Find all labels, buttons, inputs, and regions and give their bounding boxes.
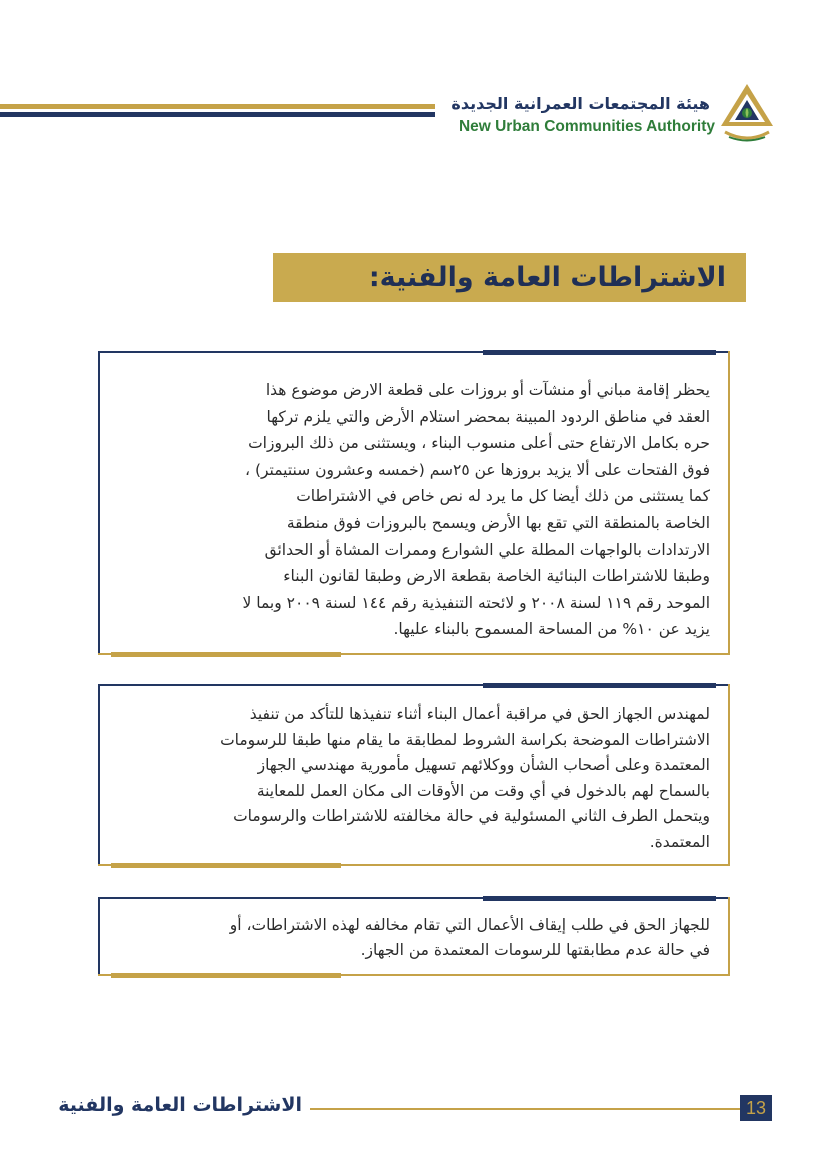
nuca-logo-icon [719, 82, 775, 144]
text-line: بالسماح لهم بالدخول في أي وقت من الأوقات الى مكان العمل للمعاينة [256, 781, 710, 800]
box-border-right [728, 897, 730, 976]
text-line: لمهندس الجهاز الحق في مراقبة أعمال البناء أثناء تنفيذها للتأكد من تنفيذ [249, 705, 710, 723]
clause-text [114, 377, 710, 643]
box-border-left [98, 684, 100, 866]
footer-rule [310, 1108, 740, 1110]
box-border-left [98, 351, 100, 655]
authority-name-arabic: هيئة المجتمعات العمرانية الجديدة [451, 94, 710, 113]
box-accent-top [483, 896, 716, 901]
text-line: يحظر إقامة مباني أو منشآت أو بروزات على قطعة الارض موضوع هذا [265, 381, 710, 399]
box-accent-top [483, 683, 716, 688]
clause-box-projections [98, 351, 730, 655]
box-accent-bottom [111, 652, 341, 657]
clause-box-stop-work [98, 897, 730, 976]
box-border-left [98, 897, 100, 976]
section-title: الاشتراطات العامة والفنية: [368, 262, 726, 293]
text-line: الموحد رقم ١١٩ لسنة ٢٠٠٨ و لائحته التنفيذية رقم ١٤٤ لسنة ٢٠٠٩ وبما لا [242, 593, 710, 612]
text-line: الخاصة بالمنطقة التي تقع بها الأرض ويسمح بالبروزات فوق منطقة [286, 513, 710, 532]
text-line: كما يستثنى من ذلك أيضا كل ما يرد له نص خاص في الاشتراطات [296, 487, 710, 506]
text-line: المعتمدة. [649, 832, 710, 851]
clause-box-supervision [98, 684, 730, 866]
text-line: الارتدادات بالواجهات المطلة علي الشوارع وممرات المشاة أو الحدائق [264, 540, 710, 559]
text-line: للجهاز الحق في طلب إيقاف الأعمال التي تقام مخالفه لهذه الاشتراطات، أو [229, 916, 710, 934]
box-accent-bottom [111, 863, 341, 868]
authority-name-english: New Urban Communities Authority [458, 118, 715, 135]
text-line: الاشتراطات الموضحة بكراسة الشروط لمطابقة ما يقام منها طبقا للرسومات [220, 730, 710, 749]
text-line: وطبقا للاشتراطات البنائية الخاصة بقطعة الارض وطبقا لقانون البناء [283, 567, 710, 586]
text-line: المعتمدة وعلى أصحاب الشأن ووكلائهم تسهيل مأمورية مهندسي الجهاز [257, 756, 710, 775]
footer-section-title: الاشتراطات العامة والفنية [58, 1094, 302, 1116]
box-border-right [728, 351, 730, 655]
box-accent-bottom [111, 973, 341, 978]
box-accent-top [483, 350, 716, 355]
text-line: فوق الفتحات على ألا يزيد بروزها عن ٢٥سم (خمسه وعشرون سنتيمتر) ، [245, 460, 710, 479]
page-number: 13 [740, 1095, 772, 1121]
header-rule-navy [0, 112, 435, 117]
clause-text [114, 702, 710, 856]
text-line: ويتحمل الطرف الثاني المسئولية في حالة مخالفته للاشتراطات والرسومات [233, 807, 710, 826]
text-line: يزيد عن ١٠% من المساحة المسموح بالبناء عليها. [393, 620, 710, 639]
clause-text [114, 913, 710, 963]
text-line: العقد في مناطق الردود المبينة بمحضر استلام الأرض والتي يلزم تركها [266, 407, 710, 426]
text-line: في حالة عدم مطابقتها للرسومات المعتمدة من الجهاز. [360, 941, 710, 959]
box-border-right [728, 684, 730, 866]
text-line: حره بكامل الارتفاع حتى أعلى منسوب البناء ، ويستثنى من ذلك البروزات [248, 434, 710, 453]
header-rule-gold [0, 104, 435, 109]
